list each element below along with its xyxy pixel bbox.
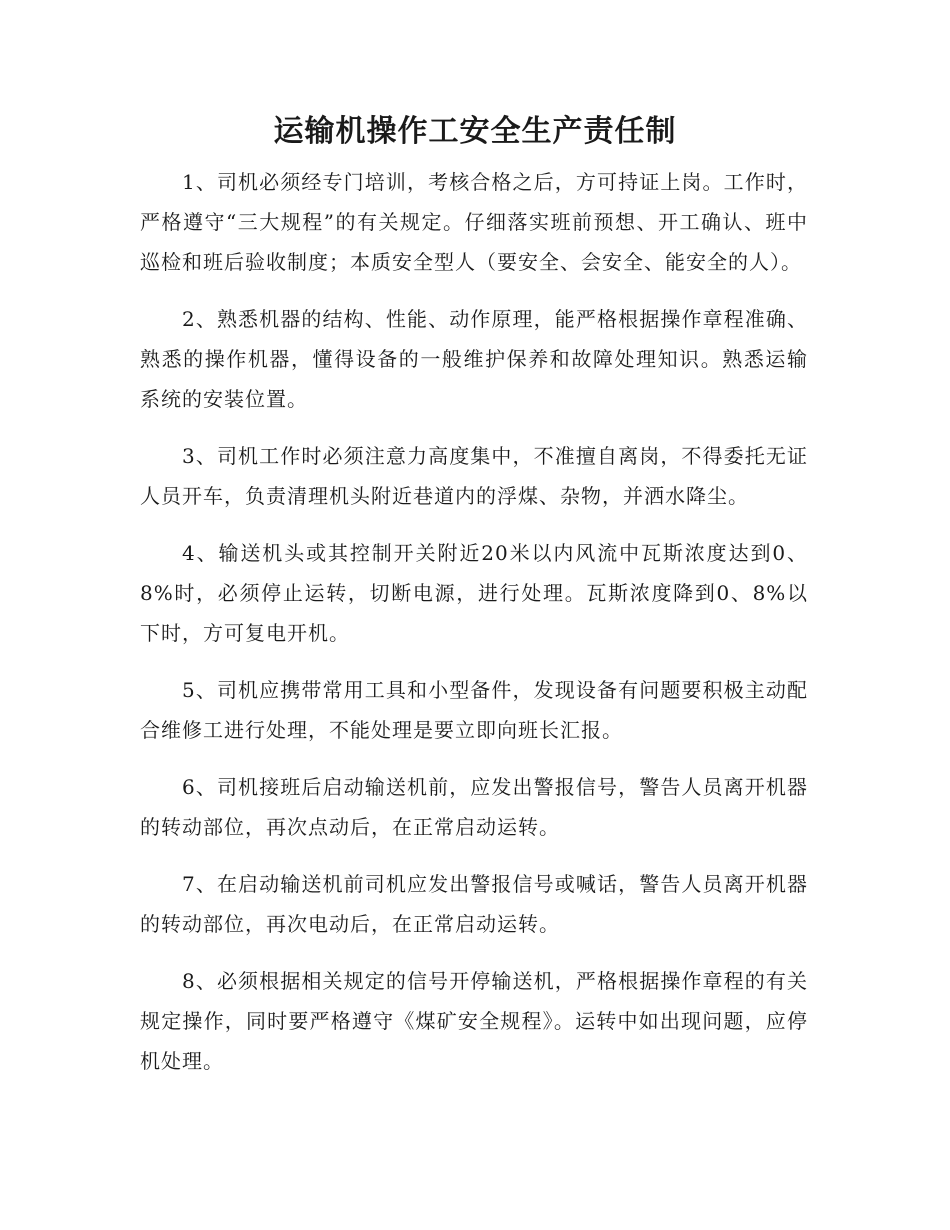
paragraph-3: 3、司机工作时必须注意力高度集中，不准擅自离岗，不得委托无证人员开车，负责清理机头附近巷道内的浮煤、杂物，并洒水降尘。 [140,444,808,508]
paragraph-7: 7、在启动输送机前司机应发出警报信号或喊话，警告人员离开机器的转动部位，再次电动后，在正常启动运转。 [140,872,808,936]
paragraph-8: 8、必须根据相关规定的信号开停输送机，严格根据操作章程的有关规定操作，同时要严格遵守《煤矿安全规程》。运转中如出现问题，应停机处理。 [140,969,808,1073]
document-title: 运输机操作工安全生产责任制 [273,114,677,149]
paragraph-6: 6、司机接班后启动输送机前，应发出警报信号，警告人员离开机器的转动部位，再次点动后，在正常启动运转。 [140,775,808,839]
document-body [140,162,808,1098]
paragraph-1: 1、司机必须经专门培训，考核合格之后，方可持证上岗。工作时，严格遵守“三大规程”的有关规定。仔细落实班前预想、开工确认、班中巡检和班后验收制度；本质安全型人（要安全、会安全、能安全的人）。 [140,170,808,274]
paragraph-4: 4、输送机头或其控制开关附近20米以内风流中瓦斯浓度达到0、8%时，必须停止运转，切断电源，进行处理。瓦斯浓度降到0、8%以下时，方可复电开机。 [140,541,808,645]
paragraph-2: 2、熟悉机器的结构、性能、动作原理，能严格根据操作章程准确、熟悉的操作机器，懂得设备的一般维护保养和故障处理知识。熟悉运输系统的安装位置。 [140,307,808,411]
paragraph-5: 5、司机应携带常用工具和小型备件，发现设备有问题要积极主动配合维修工进行处理，不能处理是要立即向班长汇报。 [140,678,808,742]
